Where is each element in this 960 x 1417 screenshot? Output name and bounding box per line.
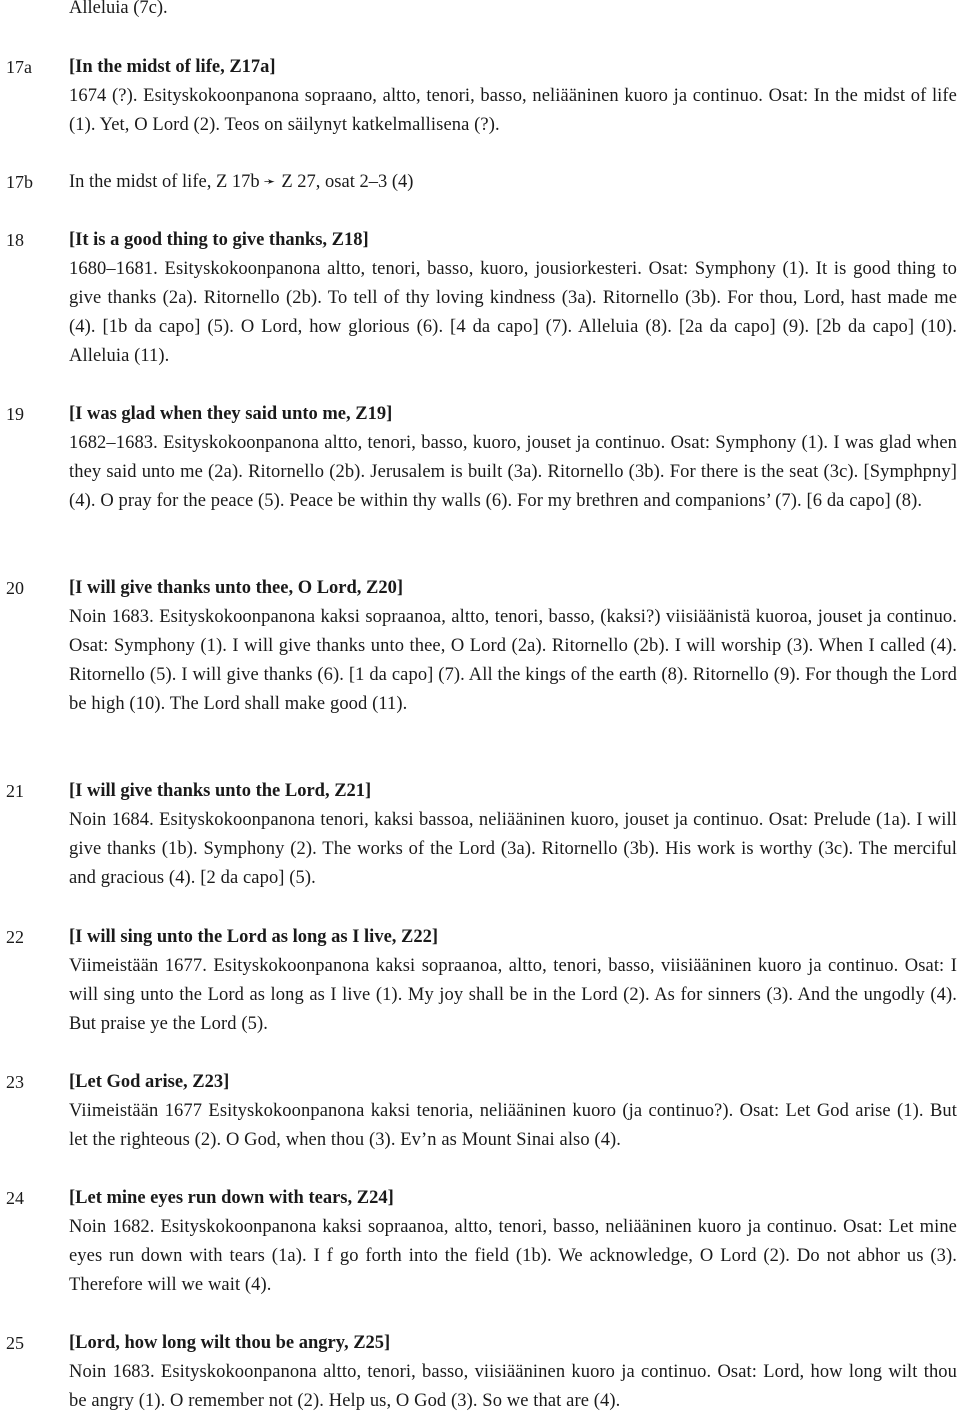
entry-body xyxy=(69,168,957,197)
entry-body xyxy=(69,53,957,140)
entry-title: [Let mine eyes run down with tears, Z24] xyxy=(69,1188,394,1208)
entry-body xyxy=(69,1068,957,1155)
entry-body xyxy=(69,1329,957,1416)
entry-number: 24 xyxy=(6,1188,24,1208)
entry-body xyxy=(69,574,957,719)
entry-description: Noin 1684. Esityskokoonpanona tenori, kaksi bassoa, neliääninen kuoro, jouset ja continuo. Osat: Prelude (1a). I will give thanks (1b). Symphony (2). The works of the Lord (3a). Ritornello (3b). His work is worthy (3c). The merciful and gracious (4). [2 da capo] (5). xyxy=(69,810,957,888)
entry-description: 1674 (?). Esityskokoonpanona sopraano, altto, tenori, basso, neliääninen kuoro ja continuo. Osat: In the midst of life (1). Yet, O Lord (2). Teos on säilynyt katkelmallisena (?). xyxy=(69,86,957,135)
entry-body xyxy=(69,400,957,516)
entry-number: 20 xyxy=(6,578,24,598)
entry-body xyxy=(69,226,957,371)
entry-description: Noin 1683. Esityskokoonpanona altto, tenori, basso, viisiääninen kuoro ja continuo. Osat: Lord, how long wilt thou be angry (1). O remember not (2). Help us, O God (3). So we that are (4). xyxy=(69,1362,957,1411)
entry-number: 17a xyxy=(6,57,32,77)
entry-number: 17b xyxy=(6,172,33,192)
entry-title: [It is a good thing to give thanks, Z18] xyxy=(69,230,369,250)
entry-body xyxy=(69,923,957,1039)
entry-number: 22 xyxy=(6,927,24,947)
arrow-icon: ➛ xyxy=(263,175,276,190)
entry-body xyxy=(69,1184,957,1300)
cross-reference-text: In the midst of life, Z 17b xyxy=(69,172,260,192)
entry-title: [I will give thanks unto thee, O Lord, Z20] xyxy=(69,578,404,598)
entry-title: [I was glad when they said unto me, Z19] xyxy=(69,404,393,424)
cross-reference-target: Z 27, osat 2–3 (4) xyxy=(281,172,414,192)
entry-description: Viimeistään 1677. Esityskokoonpanona kaksi sopraanoa, altto, tenori, basso, viisiääninen kuoro ja continuo. Osat: I will sing unto the Lord as long as I live (1). My joy shall be in the Lord (2). As for sinners (3). And the ungodly (4). But praise ye the Lord (5). xyxy=(69,956,957,1034)
entry-number: 21 xyxy=(6,781,24,801)
entry-number: 25 xyxy=(6,1333,24,1353)
entry-description: Viimeistään 1677 Esityskokoonpanona kaksi tenoria, neliääninen kuoro (ja continuo?). Osat: Let God arise (1). But let the righteous (2). O God, when thou (3). Ev’n as Mount Sinai also (4). xyxy=(69,1101,957,1150)
entry-title: [Lord, how long wilt thou be angry, Z25] xyxy=(69,1333,391,1353)
entry-title: [I will sing unto the Lord as long as I live, Z22] xyxy=(69,927,439,947)
entry-title: [I will give thanks unto the Lord, Z21] xyxy=(69,781,372,801)
entry-title: [Let God arise, Z23] xyxy=(69,1072,230,1092)
entry-title: [In the midst of life, Z17a] xyxy=(69,57,276,77)
entry-body xyxy=(69,777,957,893)
entry-description: 1680–1681. Esityskokoonpanona altto, tenori, basso, kuoro, jousiorkesteri. Osat: Symphony (1). It is good thing to give thanks (2a). Ritornello (2b). To tell of thy loving kindness (3a). Ritornello (3b). For thou, Lord, hast made me (4). [1b da capo] (5). O Lord, how glorious (6). [4 da capo] (7). Alleluia (8). [2a da capo] (9). [2b da capo] (10). Alleluia (11). xyxy=(69,259,957,366)
entry-description: Noin 1682. Esityskokoonpanona kaksi sopraanoa, altto, tenori, basso, neliääninen kuoro ja continuo. Osat: Let mine eyes run down with tears (1a). I f go forth into the field (1b). We acknowledge, O Lord (2). Do not abhor us (3). Therefore will we wait (4). xyxy=(69,1217,957,1295)
continued-text-line: Alleluia (7c). xyxy=(69,0,168,18)
entry-number: 23 xyxy=(6,1072,24,1092)
entry-description: 1682–1683. Esityskokoonpanona altto, tenori, basso, kuoro, jouset ja continuo. Osat: Symphony (1). I was glad when they said unto me (2a). Ritornello (2b). Jerusalem is built (3a). Ritornello (3b). For there is the seat (3c). [Symphpny] (4). O pray for the peace (5). Peace be within thy walls (6). For my brethren and companions’ (7). [6 da capo] (8). xyxy=(69,433,957,511)
entry-number: 18 xyxy=(6,230,24,250)
entry-number: 19 xyxy=(6,404,24,424)
entry-description: Noin 1683. Esityskokoonpanona kaksi sopraanoa, altto, tenori, basso, (kaksi?) viisiäänistä kuoroa, jouset ja continuo. Osat: Symphony (1). I will give thanks unto thee, O Lord (2a). Ritornello (2b). I will worship (3). When I called (4). Ritornello (5). I will give thanks (6). [1 da capo] (7). All the kings of the earth (8). Ritornello (9). For though the Lord be high (10). The Lord shall make good (11). xyxy=(69,607,957,714)
